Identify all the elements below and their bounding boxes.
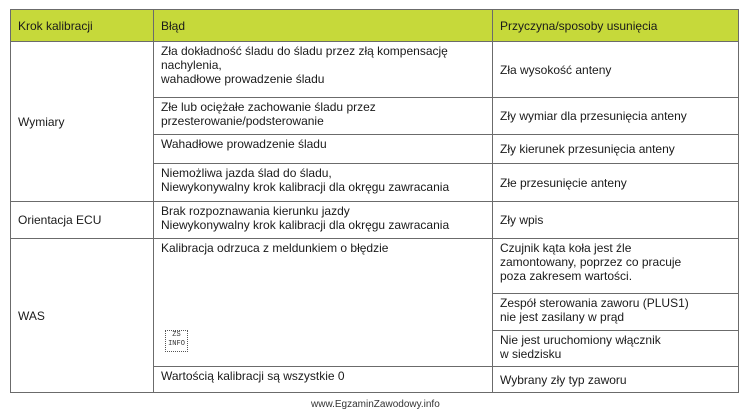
header-fix: Przyczyna/sposoby usunięcia <box>493 10 739 42</box>
fix-cell: Złe przesunięcie anteny <box>493 164 739 202</box>
header-error: Błąd <box>154 10 493 42</box>
error-cell: Złe lub ociężałe zachowanie śladu przez przesterowanie/podsterowanie <box>154 98 493 135</box>
fix-cell: Czujnik kąta koła jest źle zamontowany, poprzez co pracuje poza zakresem wartości. <box>493 239 739 294</box>
table-row <box>11 239 739 294</box>
error-cell: Kalibracja odrzuca z meldunkiem o błędzie <box>154 239 493 367</box>
calibration-table <box>10 9 739 393</box>
table-row <box>11 202 739 239</box>
error-cell: Wahadłowe prowadzenie śladu <box>154 135 493 164</box>
fix-cell: Zespół sterowania zaworu (PLUS1) nie jest zasilany w prąd <box>493 294 739 331</box>
fix-cell: Wybrany zły typ zaworu <box>493 367 739 393</box>
fix-cell: Zła wysokość anteny <box>493 42 739 98</box>
table-row <box>11 42 739 98</box>
logo-stamp: ZS INFO <box>165 330 188 352</box>
step-cell-orientacja-ecu: Orientacja ECU <box>11 202 154 239</box>
fix-cell: Zły wymiar dla przesunięcia anteny <box>493 98 739 135</box>
error-cell: Brak rozpoznawania kierunku jazdy Niewykonywalny krok kalibracji dla okręgu zawracania <box>154 202 493 239</box>
table-header-row <box>11 10 739 42</box>
error-cell: Zła dokładność śladu do śladu przez złą kompensację nachylenia, wahadłowe prowadzenie śladu <box>154 42 493 98</box>
step-cell-wymiary: Wymiary <box>11 42 154 202</box>
fix-cell: Nie jest uruchomiony włącznik w siedzisku <box>493 331 739 367</box>
header-step: Krok kalibracji <box>11 10 154 42</box>
footer-url: www.EgzaminZawodowy.info <box>311 399 440 410</box>
error-cell: Niemożliwa jazda ślad do śladu, Niewykonywalny krok kalibracji dla okręgu zawracania <box>154 164 493 202</box>
step-cell-was: WAS <box>11 239 154 393</box>
fix-cell: Zły wpis <box>493 202 739 239</box>
fix-cell: Zły kierunek przesunięcia anteny <box>493 135 739 164</box>
error-cell: Wartością kalibracji są wszystkie 0 <box>154 367 493 393</box>
